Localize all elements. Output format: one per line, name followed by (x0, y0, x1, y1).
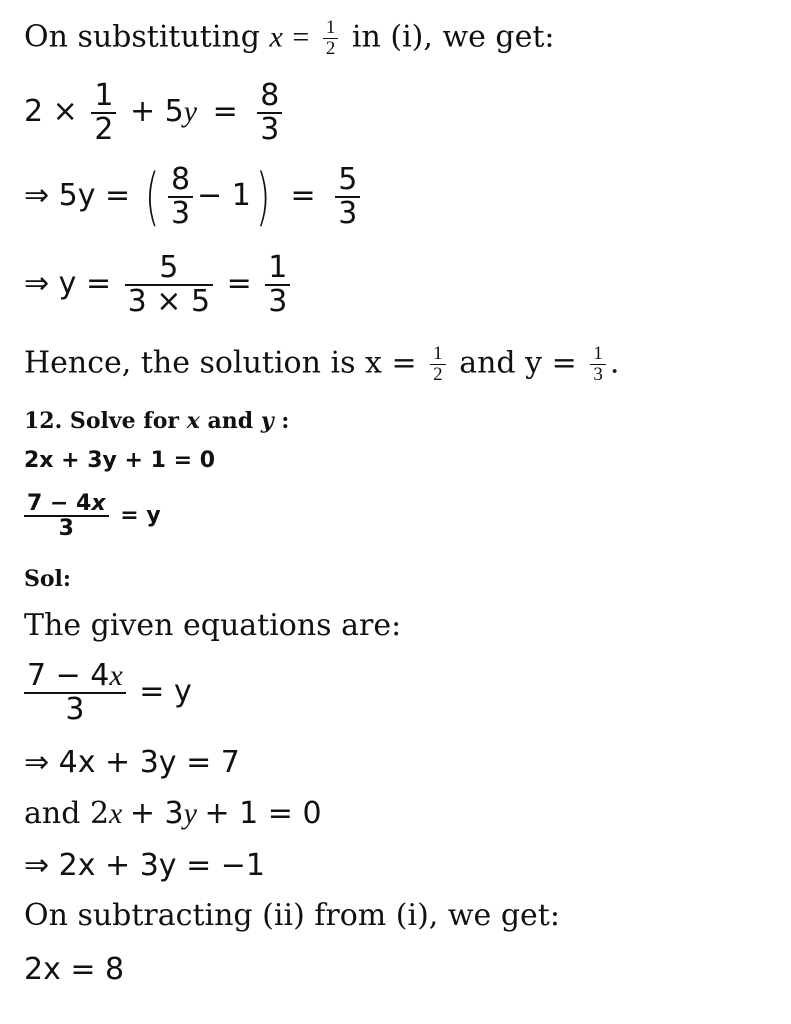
text: Hence, the solution is x = (24, 345, 417, 381)
line-substitute-x (24, 18, 555, 59)
text: On substituting (24, 19, 260, 55)
denominator: 3 × 5 (127, 283, 211, 319)
numerator: 5 (159, 250, 179, 285)
denominator: 2 (433, 363, 443, 385)
fraction (24, 492, 109, 540)
denominator: 3 (338, 195, 358, 231)
denominator: 3 (58, 516, 74, 542)
denominator: 2 (94, 111, 114, 147)
fraction (257, 80, 282, 145)
question-12-title (24, 408, 289, 434)
equals: = (212, 94, 238, 129)
equals: = (292, 20, 310, 54)
lhs: ⇒ y = (24, 266, 112, 301)
equation-2x-plus-5y (24, 80, 286, 145)
var-x: x (186, 408, 200, 434)
fraction (265, 252, 290, 317)
text: + 1 = 0 (204, 796, 322, 831)
numerator: 1 (94, 78, 114, 113)
var-y: y (183, 95, 198, 128)
subtracting-text: On subtracting (ii) from (i), we get: (24, 898, 560, 933)
numerator: 7 − 4x (27, 491, 106, 516)
text: 12. Solve for (24, 408, 180, 434)
fraction-x (430, 344, 446, 385)
mid: + 5 (129, 94, 184, 129)
left-paren: ( (144, 159, 160, 233)
rhs: = y (120, 503, 161, 529)
denominator: 3 (170, 195, 191, 231)
sol-heading: Sol: (24, 566, 72, 592)
fraction (91, 80, 116, 145)
question-12-eq1: 2x + 3y + 1 = 0 (24, 448, 216, 473)
equation-2x-3y-minus1: ⇒ 2x + 3y = −1 (24, 848, 265, 883)
numerator: 5 (338, 162, 358, 197)
equation-4x-3y: ⇒ 4x + 3y = 7 (24, 745, 240, 780)
denominator: 3 (260, 111, 280, 147)
question-12-eq2 (24, 492, 161, 540)
numerator: 7 − 4x (27, 658, 123, 693)
lhs: ⇒ 5y = (24, 178, 131, 213)
fraction (24, 660, 126, 725)
numerator: 8 (260, 78, 280, 113)
text: and y = (459, 345, 577, 381)
fraction (168, 164, 193, 229)
text: + 3 (129, 796, 184, 831)
text: and 2 (24, 796, 110, 831)
given-equations-text: The given equations are: (24, 608, 402, 643)
text: and (207, 408, 254, 434)
colon: : (281, 408, 290, 434)
lhs: 2 × (24, 94, 78, 129)
given-eq-fraction (24, 660, 192, 725)
var-y: y (260, 408, 274, 434)
var-x: x (109, 797, 123, 830)
minus-one: − 1 (197, 178, 251, 213)
denominator: 3 (65, 691, 85, 727)
var-x: x (269, 20, 283, 54)
numerator: 1 (325, 17, 336, 38)
fraction (125, 252, 213, 317)
rhs: = y (139, 674, 192, 709)
fraction-one-half (323, 18, 339, 59)
text: in (i), we get: (351, 19, 555, 55)
solution-statement (24, 344, 619, 385)
numerator: 8 (170, 162, 191, 197)
denominator: 3 (268, 283, 288, 319)
equation-5y (24, 159, 364, 233)
numerator: 1 (593, 343, 603, 364)
equals: = (226, 266, 252, 301)
equation-2x-8: 2x = 8 (24, 952, 125, 987)
equation-y (24, 252, 294, 317)
numerator: 1 (433, 343, 443, 364)
period: . (609, 345, 620, 381)
numerator: 1 (268, 250, 288, 285)
fraction (335, 164, 360, 229)
right-paren: ) (255, 159, 271, 233)
fraction-y (590, 344, 606, 385)
denominator: 2 (325, 37, 336, 59)
var-y: y (183, 797, 197, 830)
denominator: 3 (593, 363, 603, 385)
equation-and-2x-3y (24, 796, 322, 831)
equals: = (290, 178, 316, 213)
